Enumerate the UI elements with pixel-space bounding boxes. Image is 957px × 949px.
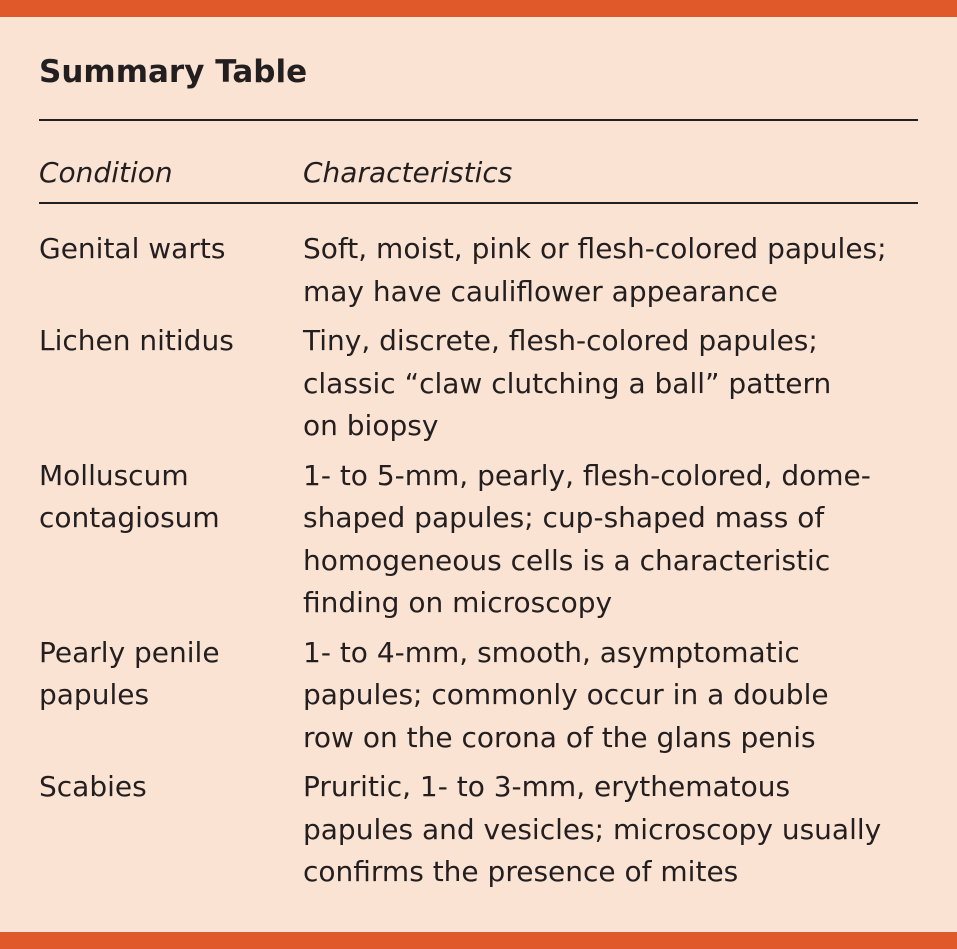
table-row [39,455,919,625]
table-row [39,632,919,760]
characteristics-cell: Pruritic, 1- to 3-mm, erythematous papules and vesicles; microscopy usually confirms the presence of mites [303,770,882,888]
table-body [39,228,919,901]
characteristics-cell: 1- to 4-mm, smooth, asymptomatic papules; commonly occur in a double row on the corona of the glans penis [303,635,829,754]
header-condition: Condition [39,156,173,189]
table-row [39,228,919,313]
characteristics-cell: Soft, moist, pink or flesh-colored papules; may have cauliflower appearance [303,232,887,308]
header-rule [39,202,918,204]
table-title: Summary Table [39,54,308,90]
condition-cell: Scabies [39,770,147,803]
characteristics-cell: 1- to 5-mm, pearly, flesh-colored, dome- shaped papules; cup-shaped mass of homogeneous cells is a characteristic finding on microscopy [303,458,871,619]
condition-cell: Pearly penile papules [39,635,220,711]
header-characteristics: Characteristics [303,156,513,189]
condition-cell: Genital warts [39,232,226,265]
table-row [39,766,919,894]
table-row [39,320,919,448]
condition-cell: Lichen nitidus [39,324,234,357]
bottom-accent-bar [0,932,957,949]
condition-cell: Molluscum contagiosum [39,458,220,534]
characteristics-cell: Tiny, discrete, flesh-colored papules; classic “claw clutching a ball” pattern on biopsy [303,324,832,442]
title-rule [39,119,918,121]
top-accent-bar [0,0,957,17]
